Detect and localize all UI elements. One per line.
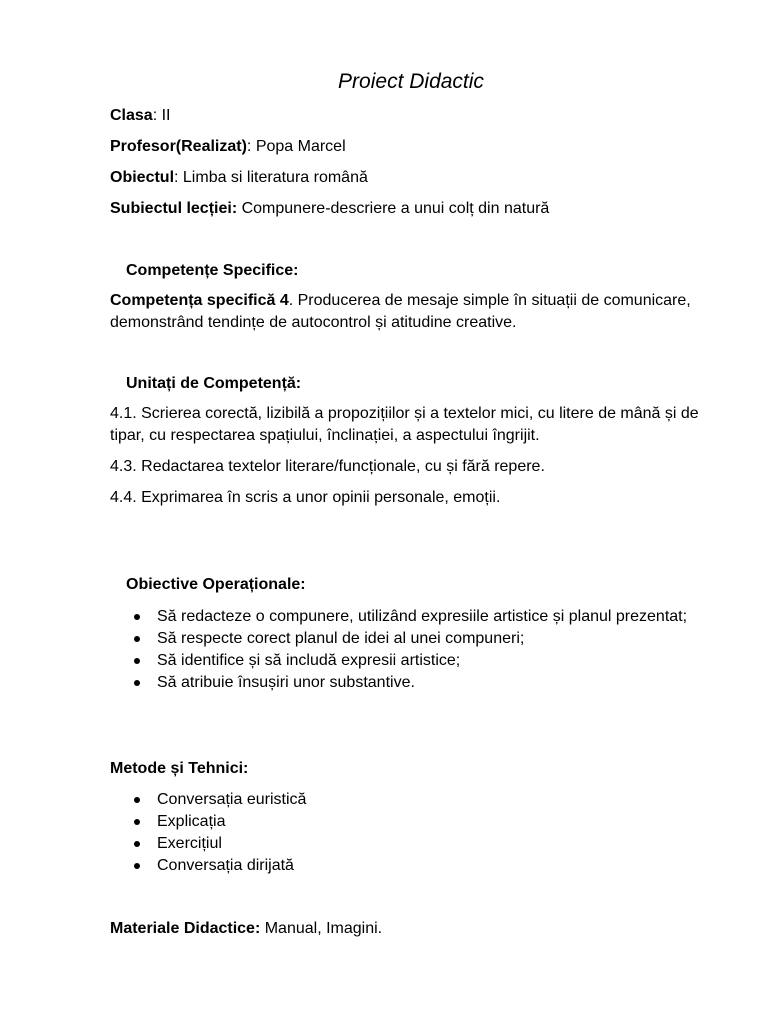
unitati-item: 4.3. Redactarea textelor literare/funcționale, cu și fără repere.	[110, 458, 545, 475]
competente-label: Competența specifică 4	[110, 292, 289, 309]
clasa-label: Clasa	[110, 107, 153, 124]
list-item: Să atribuie însușiri unor substantive.	[110, 672, 720, 694]
subiect-value: Compunere-descriere a unui colț din natură	[237, 200, 550, 217]
bullet-icon	[134, 658, 140, 664]
bullet-icon	[134, 863, 140, 869]
competente-paragraph	[110, 290, 720, 334]
clasa-line	[110, 105, 170, 127]
obiectul-value: : Limba si literatura română	[174, 169, 368, 186]
metode-heading: Metode și Tehnici:	[110, 760, 249, 777]
list-item: Conversația euristică	[110, 789, 720, 811]
profesor-line	[110, 136, 346, 158]
obiectul-label: Obiectul	[110, 169, 175, 186]
list-item: Explicația	[110, 811, 720, 833]
bullet-icon	[134, 680, 140, 686]
profesor-value: : Popa Marcel	[246, 138, 346, 155]
list-item: Să redacteze o compunere, utilizând expresiile artistice și planul prezentat;	[110, 606, 720, 628]
materiale-line	[110, 918, 382, 940]
bullet-icon	[134, 636, 140, 642]
bullet-icon	[134, 819, 140, 825]
bullet-icon	[134, 797, 140, 803]
metode-list	[110, 789, 720, 877]
bullet-icon	[134, 841, 140, 847]
list-item: Să identifice și să includă expresii artistice;	[110, 650, 720, 672]
unitati-item: 4.1. Scrierea corectă, lizibilă a propozițiilor și a textelor mici, cu litere de mână și de tipar, cu respectarea spațiului, înclinației, a aspectului îngrijit.	[110, 405, 699, 444]
subiect-label: Subiectul lecției:	[110, 200, 238, 217]
obiective-heading: Obiective Operaționale:	[126, 576, 306, 593]
obiectul-line	[110, 167, 368, 189]
materiale-value: Manual, Imagini.	[260, 920, 383, 937]
competente-heading: Competențe Specifice:	[126, 262, 299, 279]
list-item: Exercițiul	[110, 833, 720, 855]
materiale-label: Materiale Didactice:	[110, 920, 261, 937]
unitati-heading: Unitați de Competență:	[126, 375, 302, 392]
profesor-label: Profesor(Realizat)	[110, 138, 247, 155]
competente-text: . Producerea de mesaje simple în situații de comunicare, demonstrând tendințe de autocontrol și atitudine creative.	[110, 292, 691, 331]
unitati-item: 4.4. Exprimarea în scris a unor opinii personale, emoții.	[110, 489, 501, 506]
list-item: Să respecte corect planul de idei al unei compuneri;	[110, 628, 720, 650]
clasa-value: : II	[152, 107, 171, 124]
document-title: Proiect Didactic	[338, 70, 484, 93]
bullet-icon	[134, 614, 140, 620]
obiective-list	[110, 606, 720, 694]
subiect-line	[110, 198, 549, 220]
list-item: Conversația dirijată	[110, 855, 720, 877]
